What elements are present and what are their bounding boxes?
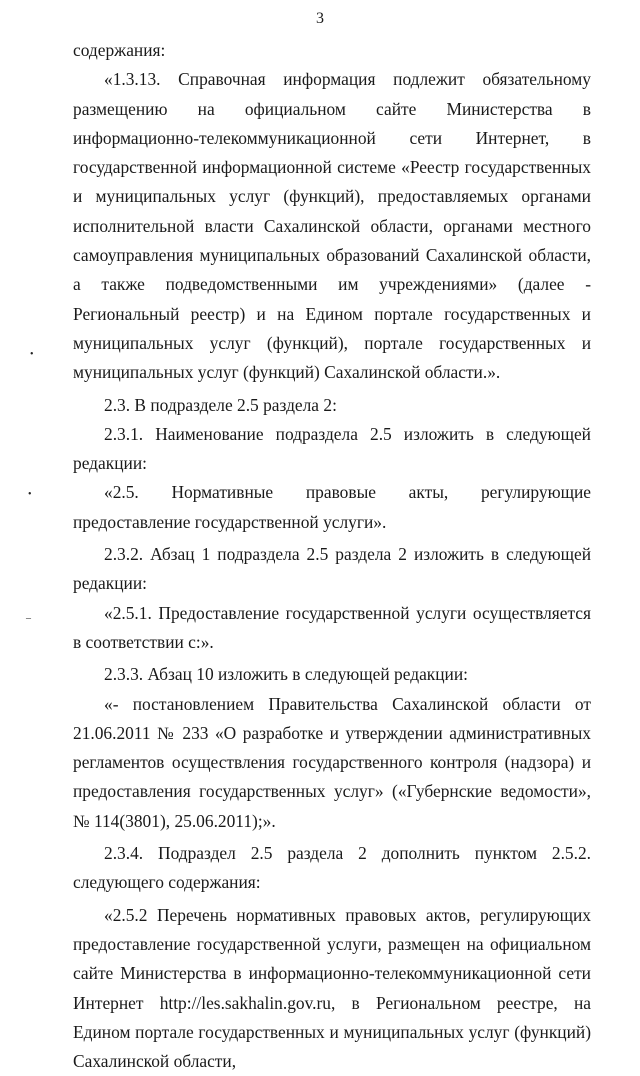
paragraph-2-3-4: 2.3.4. Подраздел 2.5 раздела 2 дополнить пунктом 2.5.2. следующего содержания: (73, 843, 591, 893)
paragraph-resolution-quote: «- постановлением Правительства Сахалинской области от 21.06.2011 № 233 «О разработке и утверждении административных регламентов осуществления государственного контроля (надзора) и предоставления государственных услуг» («Губернские ведомости», № 114(3801), 25.06.2011);». (73, 693, 591, 831)
scan-speck: • (30, 349, 34, 360)
paragraph-2-5-1: «2.5.1. Предоставление государственной услуги осуществляется в соответствии с:». (73, 602, 591, 652)
paragraph-2-5-title: «2.5. Нормативные правовые акты, регулирующие предоставление государственной услуги». (73, 482, 591, 532)
scan-speck: – (26, 613, 31, 624)
paragraph-2-3: 2.3. В подразделе 2.5 раздела 2: (104, 394, 337, 415)
paragraph-2-5-2: «2.5.2 Перечень нормативных правовых актов, регулирующих предоставление государственной услуги, размещен на официальном сайте Министерства в информационно-телекоммуникационной сети Интернет http://les.sakhalin.gov.ru, в Региональном реестре, на Едином портале государственных и муниципальных услуг (функций) Сахалинской области, (73, 904, 591, 1072)
paragraph-2-3-3: 2.3.3. Абзац 10 изложить в следующей редакции: (104, 664, 468, 685)
paragraph-1-3-13: «1.3.13. Справочная информация подлежит обязательному размещению на официальном сайте Министерства в информационно-телекоммуникационной сети Интернет, в государственной информационной системе «Реестр государственных и муниципальных услуг (функций), предоставляемых органами исполнительной власти Сахалинской области, органами местного самоуправления муниципальных образований Сахалинской области, а также подведомственными им учреждениями» (далее - Региональный реестр) и на Едином портале государственных и муниципальных услуг (функций), портале государственных и муниципальных услуг (функций) Сахалинской области.». (73, 69, 591, 383)
paragraph-2-3-1: 2.3.1. Наименование подраздела 2.5 изложить в следующей редакции: (73, 423, 591, 474)
scan-speck: • (28, 489, 32, 500)
paragraph-continuation: содержания: (73, 40, 166, 60)
paragraph-2-3-2: 2.3.2. Абзац 1 подраздела 2.5 раздела 2 изложить в следующей редакции: (73, 544, 591, 594)
page-number: 3 (316, 10, 324, 27)
document-body (73, 36, 591, 1076)
